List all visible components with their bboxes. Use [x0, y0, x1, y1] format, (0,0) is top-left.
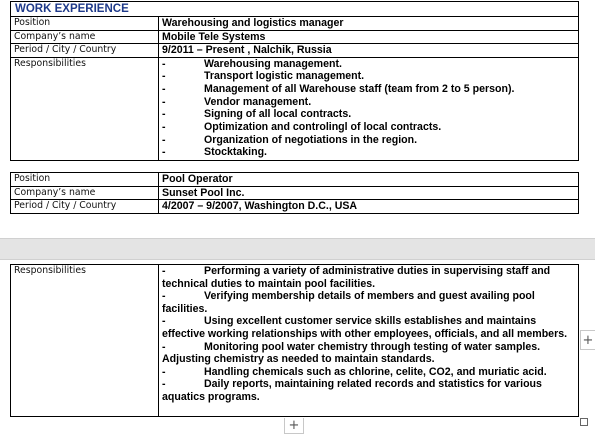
label-company: Company’s name [11, 186, 159, 200]
list-item: - Daily reports, maintaining related records and statistics for various aquatics programs. [162, 378, 542, 403]
section-title: WORK EXPERIENCE [10, 1, 579, 16]
list-item: - Optimization and controlingl of local contracts. [162, 121, 442, 134]
list-item: - Organization of negotiations in the region. [162, 133, 418, 146]
responsibility-list [162, 58, 575, 160]
list-item: - Vendor management. [162, 95, 312, 108]
document-page-lower [0, 260, 595, 434]
label-position: Position [11, 17, 159, 31]
list-item: - Verifying membership details of members and guest availing pool facilities. [162, 290, 535, 315]
list-item: - Performing a variety of administrative duties in supervising staff and technical duties to maintain pool facilities. [162, 265, 551, 290]
label-position: Position [11, 173, 159, 187]
label-company: Company’s name [11, 30, 159, 44]
list-item: - Warehousing management. [162, 57, 342, 70]
list-item: - Monitoring pool water chemistry through testing of water samples. Adjusting chemistry as needed to maintain standards. [162, 340, 541, 366]
label-period: Period / City / Country [11, 44, 159, 58]
job-position[interactable]: Warehousing and logistics manager [159, 17, 579, 31]
job-period[interactable]: 9/2011 – Present , Nalchik, Russia [159, 44, 579, 58]
label-period: Period / City / Country [11, 200, 159, 214]
job-period[interactable]: 4/2007 – 9/2007, Washington D.C., USA [159, 200, 579, 214]
label-responsibilities: Responsibilities [11, 57, 159, 160]
job-table-2 [10, 172, 579, 214]
list-item: - Using excellent customer service skills establishes and maintains effective working relationships with other employees, officials, and all members. [162, 315, 568, 340]
list-item: - Management of all Warehouse staff (team from 2 to 5 person). [162, 82, 515, 95]
list-item: - Handling chemicals such as chlorine, celite, CO2, and muriatic acid. [162, 365, 547, 378]
job-company[interactable]: Sunset Pool Inc. [159, 186, 579, 200]
list-item: - Stocktaking. [162, 146, 267, 159]
job-company[interactable]: Mobile Tele Systems [159, 30, 579, 44]
list-item: - Signing of all local contracts. [162, 108, 352, 121]
table-resize-handle[interactable] [580, 418, 588, 426]
job-table-2-continued [10, 264, 579, 417]
page-break-gap [0, 238, 595, 260]
add-row-icon[interactable]: + [284, 418, 304, 434]
job-position[interactable]: Pool Operator [159, 173, 579, 187]
list-item: - Transport logistic management. [162, 70, 365, 83]
label-responsibilities: Responsibilities [11, 265, 159, 417]
job-responsibilities[interactable] [159, 57, 579, 160]
job-table-1 [10, 16, 579, 161]
job-responsibilities[interactable] [159, 265, 579, 417]
add-column-icon[interactable]: + [580, 330, 595, 350]
